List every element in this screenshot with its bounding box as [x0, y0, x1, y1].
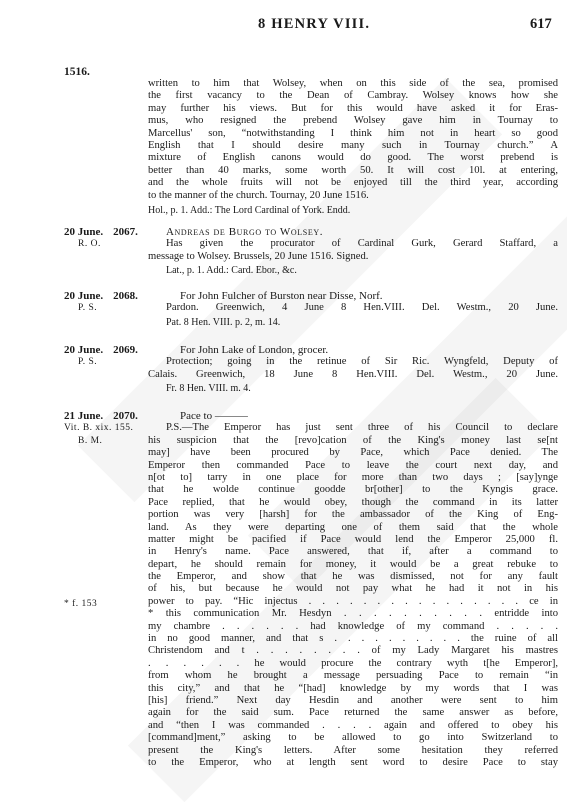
archive-ref: P. S. — [78, 357, 98, 368]
entry-heading: Pace to ——— — [180, 410, 248, 422]
text-line: * this communication Mr. Hesdyn . . . . . . . . . . entridde into — [148, 608, 558, 620]
year-label: 1516. — [64, 66, 90, 78]
text-line: may] have been procured by Pace, which Pace denied. The — [148, 447, 558, 459]
text-line: better than 40 marks, some worth 50. It will cost 10l. at entering, — [148, 164, 558, 176]
entry-number: 2069. — [113, 344, 138, 356]
text-line: from whom he brought a message persuading Pace to remain “in — [148, 670, 558, 682]
text-line: Pardon. Greenwich, 4 June 8 Hen.VIII. Del. Westm., 20 June. — [166, 302, 558, 314]
entry-date: 20 June. — [64, 290, 104, 302]
archive-ref: R. O. — [78, 239, 101, 250]
text-line: English that I should desire many such in Tournay church.” A — [148, 139, 558, 151]
text-line: of his, but because he would not pay what he had it not in his — [148, 583, 558, 595]
text-line: may further his views. But for this would have asked it for Eras- — [148, 102, 558, 114]
entry-heading: Andreas de Burgo to Wolsey. — [166, 226, 324, 238]
entry-2069-margin — [64, 344, 138, 369]
source-note: Hol., p. 1. Add.: The Lord Cardinal of York. Endd. — [148, 204, 351, 216]
entry-2067-margin — [64, 226, 138, 251]
entry-date: 20 June. — [64, 344, 104, 356]
entry-2068-text — [148, 290, 558, 329]
source-note: Pat. 8 Hen. VIII. p. 2, m. 14. — [166, 316, 281, 328]
text-line: to the manner of the church. Tournay, 20 June 1516. — [148, 189, 369, 201]
text-line: this city,” and that he “[had] knowledge by my words that I was — [148, 682, 558, 694]
entry-number: 2067. — [113, 226, 138, 238]
archive-ref: P. S. — [78, 303, 98, 314]
entry-2070-margin — [64, 410, 138, 447]
entry-2068-margin — [64, 290, 138, 315]
text-line: Pace replied, that he would obey, though the command in its latter — [148, 496, 558, 508]
page-header — [0, 14, 567, 34]
text-line: in no good manner, and that s . . . . . . . . . . the ruine of all — [148, 633, 558, 645]
text-line: the first vacancy to the Dean of Cambray. Wolsey knows how she — [148, 90, 558, 102]
entry-2067-text — [148, 226, 558, 278]
source-note: Lat., p. 1. Add.: Card. Ebor., &c. — [166, 265, 297, 277]
text-line: [his] friend.” Next day Hesdin and another were sent to him — [148, 695, 558, 706]
running-title: 8 HENRY VIII. — [258, 16, 371, 32]
text-line: present the King's letters. After some hesitation they referred — [148, 744, 558, 756]
text-line: power to pay. “Hic injectus . . . . . . . . . . . . . . . . ce in — [148, 595, 558, 607]
text-line: [command]ment,” asking to be allowed to go into Switzerland to — [148, 732, 558, 744]
entry-heading: For John Lake of London, grocer. — [180, 344, 329, 356]
text-line: Emperor then commanded Pace to leave the court next day, and — [148, 459, 558, 471]
text-line: portion was very [harsh] for the ambassador of the King of Eng- — [148, 509, 558, 521]
entry-2070-text — [148, 410, 558, 769]
text-line: Has given the procurator of Cardinal Gurk, Gerard Staffard, a — [166, 238, 558, 250]
text-line: matter might be pacified if Pace would lend the Emperor 25,000 fl. — [148, 533, 558, 545]
text-line: Protection; going in the retinue of Sir Ric. Wyngfeld, Deputy of — [166, 356, 558, 368]
page-number: 617 — [530, 16, 552, 32]
text-line: written to him that Wolsey, when on this side of the sea, promised — [148, 78, 558, 89]
entry-number: 2070. — [113, 410, 138, 422]
text-line: his suspicion that the [revo]cation of the King's money last se[nt — [148, 434, 558, 446]
text-line: n[ot to] tarry in one place for more than two days ; [say]ynge — [148, 471, 558, 483]
text-line: P.S.—The Emperor has just sent three of his Council to declare — [166, 422, 558, 434]
text-line: the Emperor, and show that he was dismissed, not for any fault — [148, 571, 558, 583]
text-line: my chambre . . . . . . had knowledge of my command . . . . . — [148, 620, 558, 632]
text-line: and the whole fruits will not be enjoyed till the third year, according — [148, 177, 558, 189]
entry-date: 21 June. — [64, 410, 104, 422]
entry-2069-text — [148, 344, 558, 396]
entry-2066-text — [148, 78, 558, 217]
archive-ref: B. M. — [78, 435, 103, 446]
text-line: to the Emperor, who at length sent word to desire Pace to stay — [148, 756, 558, 768]
folio-marker: * f. 153 — [64, 599, 98, 609]
text-line: Marcellus' son, “notwithstanding I think him not in heart so good — [148, 127, 558, 139]
text-line: Christendom and t . . . . . . . . of my Lady Margaret his mastres — [148, 645, 558, 657]
text-line: and “then I was commanded . . . . again and offered to obey his — [148, 719, 558, 731]
text-line: message to Wolsey. Brussels, 20 June 1516. Signed. — [148, 250, 369, 262]
entry-number: 2068. — [113, 290, 138, 302]
entry-heading: For John Fulcher of Burston near Disse, Norf. — [180, 290, 383, 302]
text-line: land. As they were departing one of them said that the whole — [148, 521, 558, 533]
text-line: Calais. Greenwich, 18 June 8 Hen.VIII. Del. Westm., 20 June. — [148, 368, 558, 380]
text-line: mixture of English canons would do good. The worst prebend is — [148, 152, 558, 164]
text-line: . . . . . . he would procure the contrary wyth t[he Emperor], — [148, 657, 558, 669]
text-line: again for the said sum. Pace returned the same answer as before, — [148, 707, 558, 719]
entry-date: 20 June. — [64, 226, 104, 238]
text-line: mus, who resigned the prebend Wolsey gave him in Tournay to — [148, 115, 558, 127]
text-line: depart, he should remain for money, it would be a great rebuke to — [148, 558, 558, 570]
source-note: Fr. 8 Hen. VIII. m. 4. — [166, 383, 251, 395]
archive-ref: Vit. B. xix. 155. — [64, 423, 134, 434]
text-line: that he wolde continue goodde br[other] to the Kyngis grace. — [148, 484, 558, 496]
text-line: in Henry's name. Pace answered, that if, after a command to — [148, 546, 558, 558]
